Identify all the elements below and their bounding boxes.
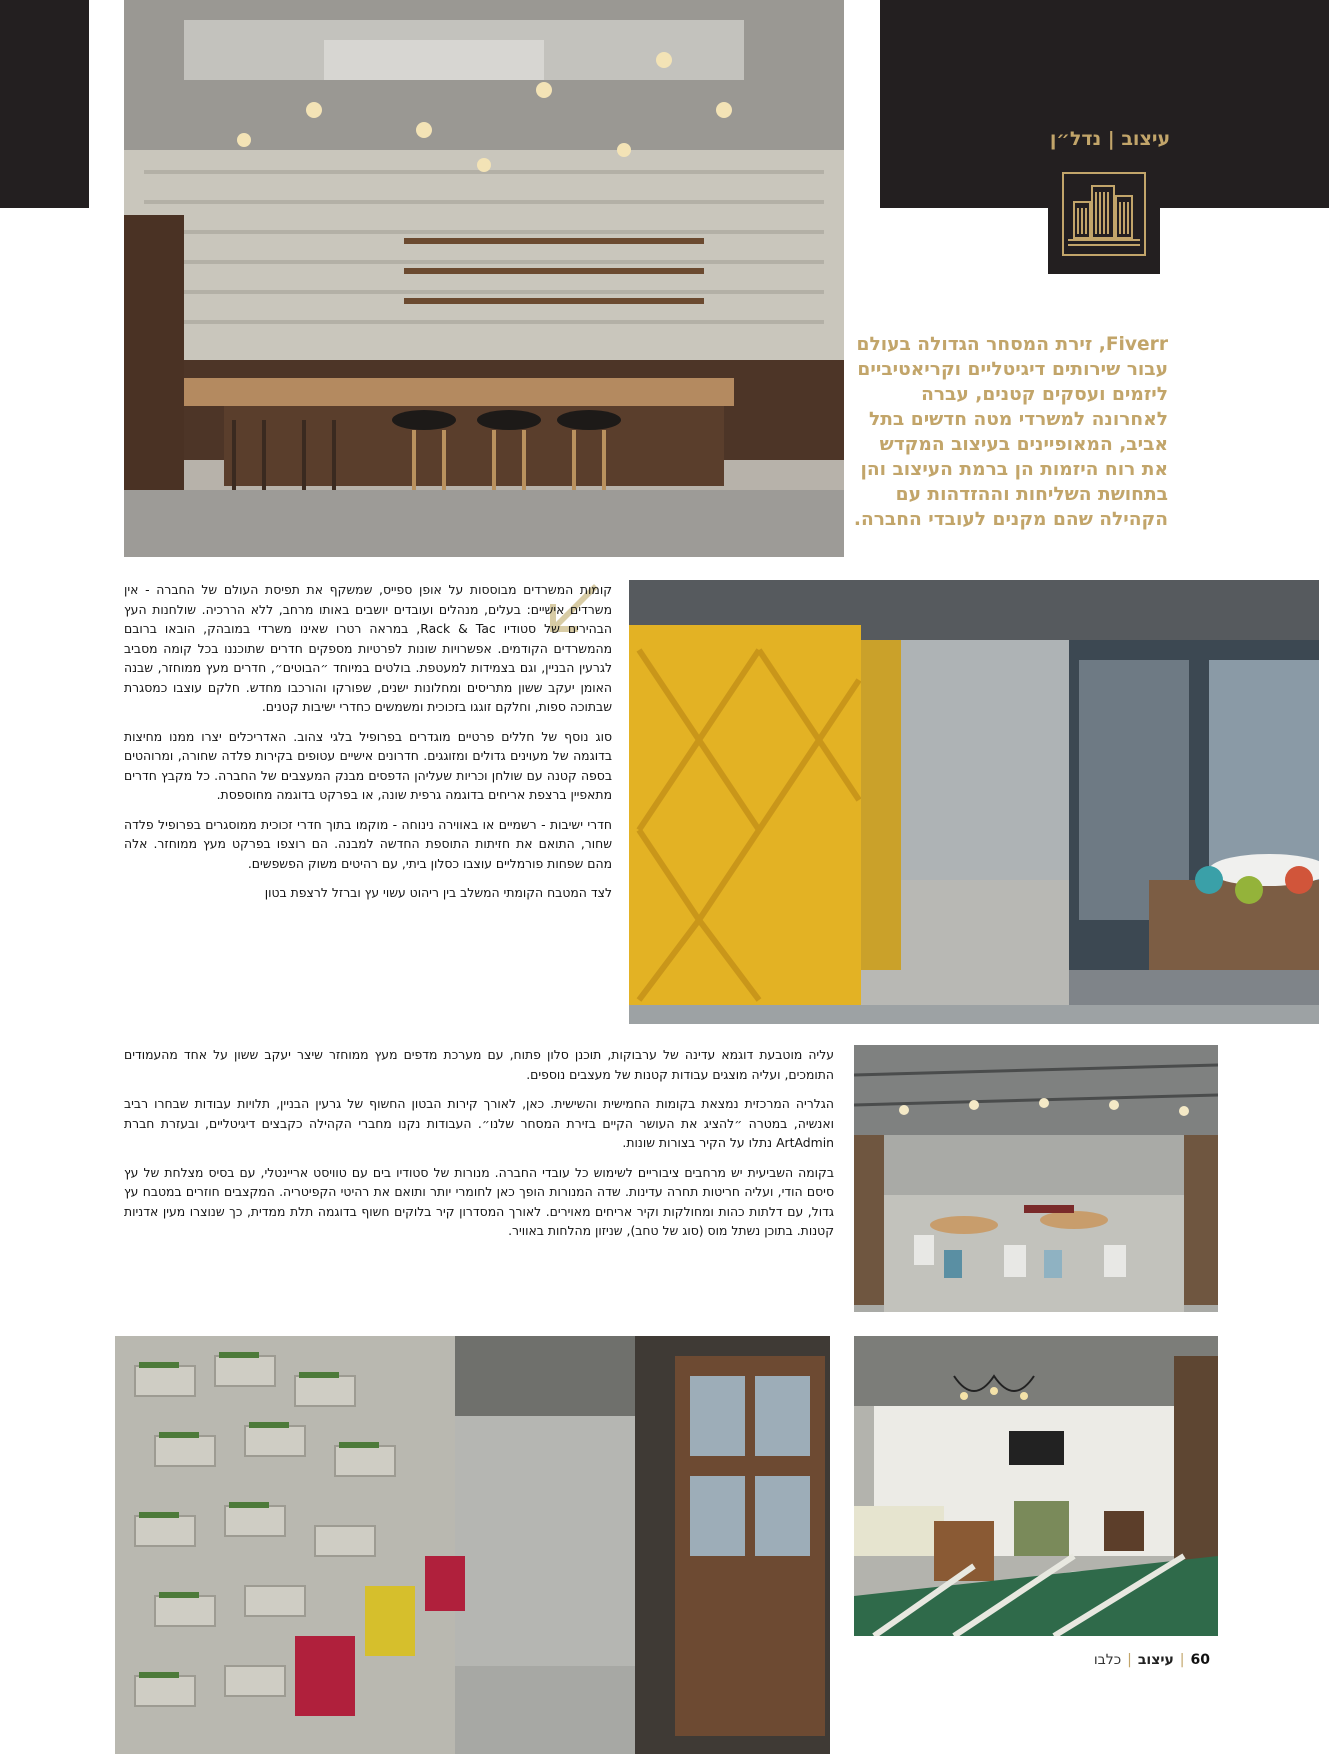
paragraph-1: קומות המשרדים מבוססות על אופן ספייס, שמשקף את תפיסת העולם של החברה - אין משרדים אישיים: בעלים, מנהלים ועובדים יושבים באותו מרחב, ללא הררכיה. שולחנות העץ הבהירים של סטודיו Rack & Tac, במראה רטרו שאינו משרדי במובהק, הובאו ברובם מהמשרדים הקודמים. אפשרויות שונות לפרטיות מספקים חדרים שתוכננו בכל קומה מסביב לגרעין הבניין, וגם בצמידות למעטפת. בולטים במיוחד ״הבוטים״, חדרים מעץ ממוחזר, שבנה האומן יעקב ששון מתריסים ומחלונות ישנים, שפורקו והורכבו מחדש. חלקם עוצבו כמסגרת שבתוכה ספות, וחלקם זוגגו בזכוכית ומשמשים כחדרי ישיבות קטנים. xyxy=(124,582,612,714)
top-left-black-bar xyxy=(0,0,89,208)
cafeteria-photo xyxy=(854,1045,1218,1312)
magazine-name: כלבו xyxy=(1093,1652,1122,1668)
buildings-icon xyxy=(1062,172,1146,256)
paragraph-7: בקומה השביעית יש מרחבים ציבוריים לשימוש כל עובדי החברה. מנורות של סטודיו בים עם טוויסט אריינטלי, עם בסיס מצלחת של עץ סיסם הודי, ועליה חריטות תחרה עדינות. שדה המנורות הופך כאן לחומרי יותר ותואם את רהיטי הקפיטריה. המקצבים חוזרים במטבח עץ גדול, עם דלתות כהות ומחולקות וקיר אריחים מאוירים. לאורך המסדרון קיר בלוקים חשוף בדוגמה תלת ממדית, כך שנוצרו מעין אדניות קטנות. בתוכן נשתל מוס (סוג של טחב), שניזון מהלחות באוויר. xyxy=(124,1164,834,1238)
paragraph-4: לצד המטבח הקומתי המשלב בין ריהוט עשוי עץ וברזל לרצפת בטון xyxy=(264,885,612,900)
paragraph-2: סוג נוסף של חללים פרטיים מוגדרים בפרופיל בלגי צהוב. האדריכלים יצרו ממנו מחיצות בדוגמה של מעוינים גדולים ומזוגגים. חדרונים אישיים עטופים בקירות פלדה שחורה, ומרוהטים בספה קטנה עם שולחן וכריות שעליהן הדפסים מבנק המעצבים של החברה. כל מקבץ חדרים מתאפיין ברצפת אריחים בדוגמה גרפית שונה, או בפרקט בדוגמה מחוספסת. xyxy=(124,728,612,802)
kitchen-photo xyxy=(124,0,844,557)
paragraph-3: חדרי ישיבות - רשמיים או באווירה נינוחה - מוקמו בתוך חדרי זכוכית ממוסגרים בפרופיל פלדה שחור, התואם את חזיתות התוספת החדשה למבנה. הם רוצפו בפרקט מעץ ממוחזר. אלה מהם שפחות פורמליים עוצבו כסלון ביתי, עם רהיטים משוק הפשפשים. xyxy=(124,816,612,871)
article-column-2 xyxy=(124,1045,834,1251)
paragraph-6: הגלריה המרכזית נמצאת בקומות החמישית והשישית. כאן, לאורך קירות הבטון החשוף של גרעין הבניין, תלויות עבודות שבחרו רביב ואנשיה, במטרה ״להציג את העושר הקיים בזירת המסחר שלנו״. העבודות נקנו מחברי הקהילה כקבצים דיגיטליים, ובעזרת חברת ArtAdmin נתלו על הקיר בצורות שונות. xyxy=(124,1096,834,1150)
logo-box xyxy=(1048,162,1160,274)
moss-wall-corridor-photo xyxy=(115,1336,830,1754)
section-label: עיצוב | נדל״ן xyxy=(1049,128,1171,150)
article-column-1 xyxy=(124,580,612,903)
page-number: 60 xyxy=(1190,1652,1210,1668)
yellow-booth-corridor-photo xyxy=(629,580,1319,1024)
page-footer: 60|עיצוב|כלבו xyxy=(1093,1652,1210,1668)
footer-section: עיצוב xyxy=(1137,1652,1174,1668)
intro-text: Fiverr, זירת המסחר הגדולה בעולם עבור שירותים דיגיטליים וקריאטיביים ליזמים ועסקים קטנים, עברה לאחרונה למשרדי מטה חדשים בתל אביב, המאופיינים בעיצוב המקדש את רוח היזמות הן ברמת העיצוב והן בתחושת השליחות וההזדהות עם הקהילה שהם מקנים לעובדי החברה. xyxy=(853,334,1168,530)
paragraph-5: עליה מוטבעת דוגמא עדינה של ערבוקות, תוכנן סלון פתוח, עם מערכת מדפים מעץ ממוחזר שיצר יעקב ששון על אחד מהעמודים התומכים, ועליה מוצגים עבודות קטנות של מעצבים נוספים. xyxy=(124,1047,834,1082)
lounge-photo xyxy=(854,1336,1218,1636)
